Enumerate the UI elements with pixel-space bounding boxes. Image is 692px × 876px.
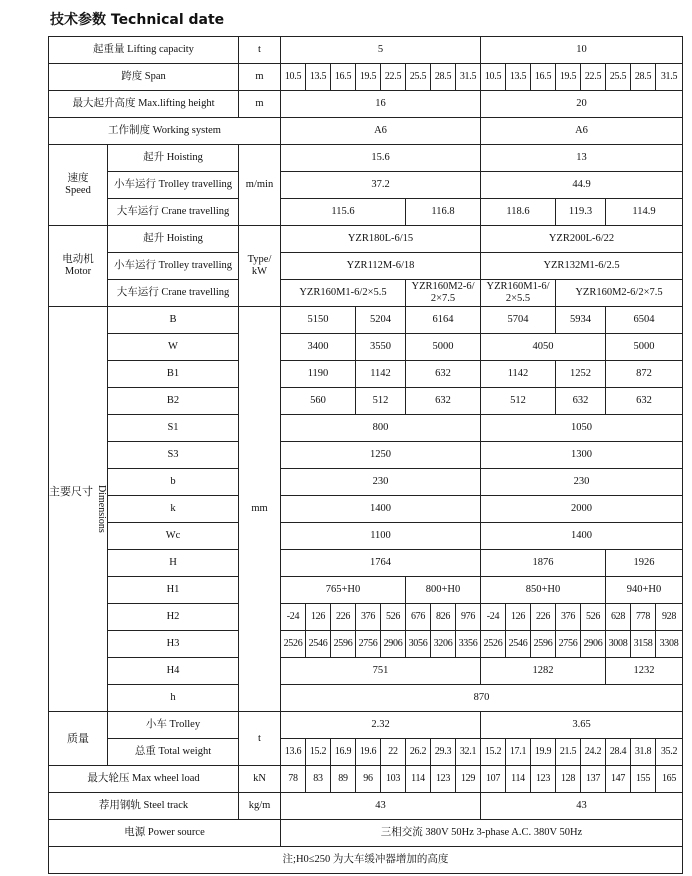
span-cell: 25.5 xyxy=(606,64,631,91)
dim-value: 5704 xyxy=(481,307,556,334)
motor-crane-value: YZR160M1-6/2×5.5 xyxy=(281,280,406,307)
dim-value: 512 xyxy=(481,388,556,415)
span-cell: 19.5 xyxy=(556,64,581,91)
dim-value: 126 xyxy=(506,604,531,631)
span-label: 跨度 Span xyxy=(49,64,239,91)
weight-value: 16.9 xyxy=(331,739,356,766)
weight-trolley-label: 小车 Trolley xyxy=(108,712,239,739)
dim-label: k xyxy=(108,496,239,523)
dim-value: 676 xyxy=(406,604,431,631)
weight-value: 31.8 xyxy=(631,739,656,766)
dim-label: S1 xyxy=(108,415,239,442)
span-cell: 10.5 xyxy=(281,64,306,91)
dimensions-group-label: 主要尺寸 Dimensions xyxy=(49,307,108,712)
weight-value: 28.4 xyxy=(606,739,631,766)
speed-hoisting-10t: 13 xyxy=(481,145,683,172)
dim-value: 3008 xyxy=(606,631,631,658)
row-dim-H4 xyxy=(49,658,683,685)
motor-unit: Type/ kW xyxy=(239,226,281,307)
span-cell: 13.5 xyxy=(306,64,331,91)
weight-trolley-10t: 3.65 xyxy=(481,712,683,739)
max-height-10t: 20 xyxy=(481,91,683,118)
speed-crane-value: 114.9 xyxy=(606,199,683,226)
wheel-load-unit: kN xyxy=(239,766,281,793)
weight-group-label: 质量 xyxy=(49,712,108,766)
dim-value: 3206 xyxy=(431,631,456,658)
dim-label: h xyxy=(108,685,239,712)
dim-value: 632 xyxy=(606,388,683,415)
dim-value: 5934 xyxy=(556,307,606,334)
span-cell: 16.5 xyxy=(531,64,556,91)
dim-value: 800 xyxy=(281,415,481,442)
span-unit: m xyxy=(239,64,281,91)
dim-value: 1142 xyxy=(481,361,556,388)
motor-crane-value: YZR160M2-6/ 2×7.5 xyxy=(406,280,481,307)
max-height-label: 最大起升高度 Max.lifting height xyxy=(49,91,239,118)
dim-value: 1282 xyxy=(481,658,606,685)
row-motor-hoisting xyxy=(49,226,683,253)
dim-label: Wc xyxy=(108,523,239,550)
dim-value: 3308 xyxy=(656,631,683,658)
speed-crane-value: 118.6 xyxy=(481,199,556,226)
speed-trolley-10t: 44.9 xyxy=(481,172,683,199)
span-cell: 13.5 xyxy=(506,64,531,91)
page-title: 技术参数 Technical date xyxy=(50,12,225,28)
dim-value: 751 xyxy=(281,658,481,685)
dim-value: 2596 xyxy=(531,631,556,658)
weight-value: 15.2 xyxy=(306,739,331,766)
row-power-source xyxy=(49,820,683,847)
motor-hoisting-5t: YZR180L-6/15 xyxy=(281,226,481,253)
dim-label: H2 xyxy=(108,604,239,631)
row-dim-H2 xyxy=(49,604,683,631)
weight-value: 22 xyxy=(381,739,406,766)
row-weight-trolley xyxy=(49,712,683,739)
dim-value: 1876 xyxy=(481,550,606,577)
row-dim-b xyxy=(49,469,683,496)
motor-crane-value: YZR160M2-6/2×7.5 xyxy=(556,280,683,307)
dim-value: 230 xyxy=(481,469,683,496)
dim-value: 1764 xyxy=(281,550,481,577)
motor-trolley-5t: YZR112M-6/18 xyxy=(281,253,481,280)
wheel-load-value: 114 xyxy=(506,766,531,793)
dim-value: 3550 xyxy=(356,334,406,361)
wheel-load-value: 123 xyxy=(531,766,556,793)
dim-label: W xyxy=(108,334,239,361)
dim-value: 6504 xyxy=(606,307,683,334)
motor-crane-label: 大车运行 Crane travelling xyxy=(108,280,239,307)
dim-value: 1100 xyxy=(281,523,481,550)
dim-value: 628 xyxy=(606,604,631,631)
dim-value: 5150 xyxy=(281,307,356,334)
dim-label: S3 xyxy=(108,442,239,469)
speed-unit: m/min xyxy=(239,145,281,226)
speed-crane-label: 大车运行 Crane travelling xyxy=(108,199,239,226)
dim-label: H1 xyxy=(108,577,239,604)
speed-trolley-label: 小车运行 Trolley travelling xyxy=(108,172,239,199)
dim-value: 226 xyxy=(531,604,556,631)
dim-value: 560 xyxy=(281,388,356,415)
row-dim-h xyxy=(49,685,683,712)
speed-crane-value: 115.6 xyxy=(281,199,406,226)
dim-value: 870 xyxy=(281,685,683,712)
wheel-load-value: 155 xyxy=(631,766,656,793)
dim-value: 850+H0 xyxy=(481,577,606,604)
row-dim-H1 xyxy=(49,577,683,604)
weight-value: 24.2 xyxy=(581,739,606,766)
dim-value: 1250 xyxy=(281,442,481,469)
dim-value: 5204 xyxy=(356,307,406,334)
weight-value: 19.6 xyxy=(356,739,381,766)
weight-total-label: 总重 Total weight xyxy=(108,739,239,766)
power-source-label: 电源 Power source xyxy=(49,820,281,847)
span-cell: 10.5 xyxy=(481,64,506,91)
span-cell: 31.5 xyxy=(456,64,481,91)
dim-value: 1300 xyxy=(481,442,683,469)
lifting-capacity-10t: 10 xyxy=(481,37,683,64)
motor-hoisting-label: 起升 Hoisting xyxy=(108,226,239,253)
row-dim-B xyxy=(49,307,683,334)
wheel-load-value: 137 xyxy=(581,766,606,793)
dim-value: 3400 xyxy=(281,334,356,361)
dim-value: 376 xyxy=(356,604,381,631)
wheel-load-label: 最大轮压 Max wheel load xyxy=(49,766,239,793)
speed-crane-value: 119.3 xyxy=(556,199,606,226)
dim-label: B xyxy=(108,307,239,334)
wheel-load-value: 129 xyxy=(456,766,481,793)
dim-value: 2546 xyxy=(506,631,531,658)
motor-crane-value: YZR160M1-6/ 2×5.5 xyxy=(481,280,556,307)
wheel-load-value: 114 xyxy=(406,766,431,793)
speed-crane-value: 116.8 xyxy=(406,199,481,226)
wheel-load-value: 123 xyxy=(431,766,456,793)
dim-value: 2000 xyxy=(481,496,683,523)
speed-group-label: 速度 Speed xyxy=(49,145,108,226)
weight-value: 21.5 xyxy=(556,739,581,766)
dim-label: H3 xyxy=(108,631,239,658)
dim-value: 1252 xyxy=(556,361,606,388)
dim-label: B1 xyxy=(108,361,239,388)
steel-track-unit: kg/m xyxy=(239,793,281,820)
span-cell: 28.5 xyxy=(631,64,656,91)
wheel-load-value: 78 xyxy=(281,766,306,793)
dim-value: 928 xyxy=(656,604,683,631)
dim-value: 1050 xyxy=(481,415,683,442)
row-speed-hoisting xyxy=(49,145,683,172)
row-speed-crane xyxy=(49,199,683,226)
dim-value: -24 xyxy=(281,604,306,631)
dim-value: 6164 xyxy=(406,307,481,334)
steel-track-10t: 43 xyxy=(481,793,683,820)
wheel-load-value: 83 xyxy=(306,766,331,793)
row-motor-trolley xyxy=(49,253,683,280)
dim-value: 632 xyxy=(406,388,481,415)
weight-unit: t xyxy=(239,712,281,766)
max-height-unit: m xyxy=(239,91,281,118)
dim-value: -24 xyxy=(481,604,506,631)
dim-value: 1232 xyxy=(606,658,683,685)
dimensions-unit: mm xyxy=(239,307,281,712)
row-dim-W xyxy=(49,334,683,361)
weight-value: 15.2 xyxy=(481,739,506,766)
dim-value: 2526 xyxy=(481,631,506,658)
weight-value: 19.9 xyxy=(531,739,556,766)
row-dim-Wc xyxy=(49,523,683,550)
dim-value: 826 xyxy=(431,604,456,631)
weight-value: 13.6 xyxy=(281,739,306,766)
span-cell: 16.5 xyxy=(331,64,356,91)
table-note: 注;H0≤250 为大车缓冲器增加的高度 xyxy=(49,847,683,874)
wheel-load-value: 103 xyxy=(381,766,406,793)
row-dim-S1 xyxy=(49,415,683,442)
motor-trolley-label: 小车运行 Trolley travelling xyxy=(108,253,239,280)
working-system-label: 工作制度 Working system xyxy=(49,118,281,145)
weight-value: 32.1 xyxy=(456,739,481,766)
lifting-capacity-label: 起重量 Lifting capacity xyxy=(49,37,239,64)
dim-value: 976 xyxy=(456,604,481,631)
lifting-capacity-unit: t xyxy=(239,37,281,64)
row-span xyxy=(49,64,683,91)
span-cell: 22.5 xyxy=(381,64,406,91)
working-system-10t: A6 xyxy=(481,118,683,145)
dim-value: 765+H0 xyxy=(281,577,406,604)
lifting-capacity-5t: 5 xyxy=(281,37,481,64)
dim-label: H xyxy=(108,550,239,577)
row-steel-track xyxy=(49,793,683,820)
row-weight-total xyxy=(49,739,683,766)
weight-trolley-5t: 2.32 xyxy=(281,712,481,739)
span-cell: 28.5 xyxy=(431,64,456,91)
dim-value: 526 xyxy=(381,604,406,631)
power-source-value: 三相交流 380V 50Hz 3-phase A.C. 380V 50Hz xyxy=(281,820,683,847)
weight-value: 26.2 xyxy=(406,739,431,766)
row-wheel-load xyxy=(49,766,683,793)
wheel-load-value: 89 xyxy=(331,766,356,793)
dim-value: 230 xyxy=(281,469,481,496)
row-lifting-capacity xyxy=(49,37,683,64)
dim-value: 5000 xyxy=(406,334,481,361)
wheel-load-value: 128 xyxy=(556,766,581,793)
dim-value: 126 xyxy=(306,604,331,631)
dim-value: 5000 xyxy=(606,334,683,361)
dim-value: 632 xyxy=(406,361,481,388)
dim-value: 4050 xyxy=(481,334,606,361)
weight-value: 35.2 xyxy=(656,739,683,766)
dim-value: 526 xyxy=(581,604,606,631)
dim-value: 872 xyxy=(606,361,683,388)
row-note xyxy=(49,847,683,874)
motor-group-label: 电动机 Motor xyxy=(49,226,108,307)
weight-value: 29.3 xyxy=(431,739,456,766)
wheel-load-value: 96 xyxy=(356,766,381,793)
steel-track-5t: 43 xyxy=(281,793,481,820)
dim-value: 2756 xyxy=(556,631,581,658)
row-dim-k xyxy=(49,496,683,523)
span-cell: 31.5 xyxy=(656,64,683,91)
dim-value: 1400 xyxy=(481,523,683,550)
row-dim-H xyxy=(49,550,683,577)
row-working-system xyxy=(49,118,683,145)
speed-trolley-5t: 37.2 xyxy=(281,172,481,199)
dim-value: 376 xyxy=(556,604,581,631)
dim-value: 1142 xyxy=(356,361,406,388)
row-speed-trolley xyxy=(49,172,683,199)
row-dim-B2 xyxy=(49,388,683,415)
span-cell: 19.5 xyxy=(356,64,381,91)
dim-value: 512 xyxy=(356,388,406,415)
dim-value: 2906 xyxy=(381,631,406,658)
dim-value: 2906 xyxy=(581,631,606,658)
speed-hoisting-5t: 15.6 xyxy=(281,145,481,172)
dim-value: 2546 xyxy=(306,631,331,658)
dim-value: 632 xyxy=(556,388,606,415)
row-dim-S3 xyxy=(49,442,683,469)
dim-value: 2526 xyxy=(281,631,306,658)
dim-value: 1926 xyxy=(606,550,683,577)
dim-value: 778 xyxy=(631,604,656,631)
dim-value: 3056 xyxy=(406,631,431,658)
technical-spec-table xyxy=(48,36,683,874)
dim-value: 2756 xyxy=(356,631,381,658)
max-height-5t: 16 xyxy=(281,91,481,118)
speed-hoisting-label: 起升 Hoisting xyxy=(108,145,239,172)
row-max-height xyxy=(49,91,683,118)
working-system-5t: A6 xyxy=(281,118,481,145)
dim-value: 3158 xyxy=(631,631,656,658)
dim-label: H4 xyxy=(108,658,239,685)
wheel-load-value: 147 xyxy=(606,766,631,793)
wheel-load-value: 107 xyxy=(481,766,506,793)
span-cell: 25.5 xyxy=(406,64,431,91)
dim-value: 1400 xyxy=(281,496,481,523)
row-motor-crane xyxy=(49,280,683,307)
dim-value: 3356 xyxy=(456,631,481,658)
dim-label: b xyxy=(108,469,239,496)
motor-trolley-10t: YZR132M1-6/2.5 xyxy=(481,253,683,280)
dim-value: 2596 xyxy=(331,631,356,658)
weight-value: 17.1 xyxy=(506,739,531,766)
motor-hoisting-10t: YZR200L-6/22 xyxy=(481,226,683,253)
row-dim-B1 xyxy=(49,361,683,388)
dim-label: B2 xyxy=(108,388,239,415)
dim-value: 940+H0 xyxy=(606,577,683,604)
dim-value: 1190 xyxy=(281,361,356,388)
dim-value: 800+H0 xyxy=(406,577,481,604)
span-cell: 22.5 xyxy=(581,64,606,91)
steel-track-label: 荐用钢轨 Steel track xyxy=(49,793,239,820)
row-dim-H3 xyxy=(49,631,683,658)
wheel-load-value: 165 xyxy=(656,766,683,793)
dim-value: 226 xyxy=(331,604,356,631)
